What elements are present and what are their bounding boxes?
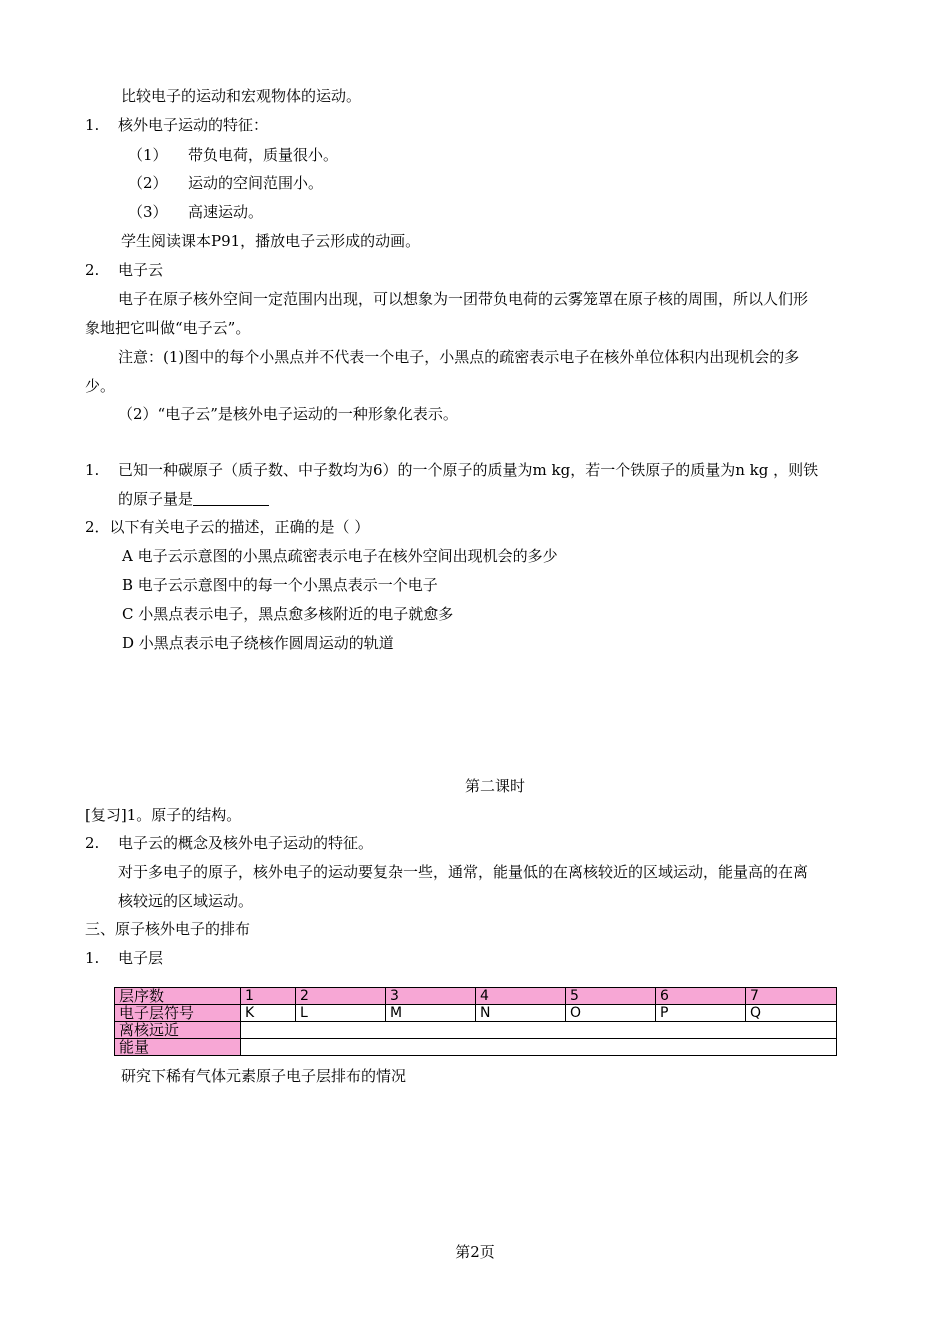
table-cell: 5 [566, 988, 656, 1005]
table-cell: O [566, 1005, 656, 1022]
list-number: 1. [85, 116, 100, 134]
option-b: B 电子云示意图中的每一个小黑点表示一个电子 [122, 576, 438, 594]
row-header: 电子层符号 [115, 1005, 241, 1022]
list-text: 核外电子运动的特征： [118, 116, 269, 134]
table-cell [241, 1022, 837, 1039]
sub-text: 高速运动。 [188, 203, 264, 221]
section-heading: 三、原子核外电子的排布 [85, 920, 251, 938]
exercise-2: 2．以下有关电子云的描述，正确的是（ ） [85, 518, 370, 536]
note-line: 注意：(1)图中的每个小黑点并不代表一个电子，小黑点的疏密表示电子在核外单位体积内出现机会的多 [118, 348, 800, 366]
note-line: （2）“电子云”是核外电子运动的一种形象化表示。 [118, 405, 458, 423]
note-line: 少。 [85, 377, 116, 395]
table-row [115, 988, 837, 1005]
sub-text: 带负电荷，质量很小。 [188, 146, 339, 164]
sub-number: （1） [128, 146, 168, 164]
list-item-features [85, 115, 268, 135]
sub-number: （3） [128, 203, 168, 221]
paragraph-line: 核较远的区域运动。 [118, 892, 254, 910]
row-header: 层序数 [115, 988, 241, 1005]
sub-item-1 [128, 145, 338, 165]
exercise-text: 已知一种碳原子（质子数、中子数均为6）的一个原子的质量为m kg，若一个铁原子的质量为n kg ，则铁 [118, 461, 819, 479]
row-header: 能量 [115, 1039, 241, 1056]
table-row [115, 1005, 837, 1022]
row-header: 离核远近 [115, 1022, 241, 1039]
table-cell: 4 [476, 988, 566, 1005]
list-number: 2. [85, 261, 100, 279]
table-cell: L [296, 1005, 386, 1022]
exercise-number: 1. [85, 461, 100, 479]
sub-item-2 [128, 173, 323, 193]
page-number: 第2页 [455, 1243, 495, 1261]
list-text: 电子云 [118, 261, 164, 279]
table-cell: P [656, 1005, 746, 1022]
list-item-electron-cloud [85, 260, 163, 280]
exercise-1 [85, 460, 818, 480]
list-text: 电子层 [118, 949, 164, 967]
list-item-electron-layer [85, 948, 163, 968]
table-row [115, 1039, 837, 1056]
paragraph-line: 象地把它叫做“电子云”。 [85, 319, 251, 337]
list-text: 电子云的概念及核外电子运动的特征。 [118, 834, 374, 852]
answer-blank[interactable] [193, 490, 269, 506]
table-cell: 7 [746, 988, 837, 1005]
table-cell: 3 [386, 988, 476, 1005]
paragraph-line: 对于多电子的原子，核外电子的运动要复杂一些，通常，能量低的在离核较近的区域运动，能量高的在离 [118, 863, 809, 881]
option-a: A 电子云示意图的小黑点疏密表示电子在核外空间出现机会的多少 [122, 547, 558, 565]
after-table-text: 研究下稀有气体元素原子电子层排布的情况 [121, 1067, 407, 1085]
intro-text: 比较电子的运动和宏观物体的运动。 [121, 87, 362, 105]
list-number: 1. [85, 949, 100, 967]
table-cell: N [476, 1005, 566, 1022]
table-cell: Q [746, 1005, 837, 1022]
sub-number: （2） [128, 174, 168, 192]
table-cell: K [241, 1005, 296, 1022]
paragraph-line: 电子在原子核外空间一定范围内出现，可以想象为一团带负电荷的云雾笼罩在原子核的周围，所以人们形 [118, 290, 809, 308]
table-cell: 6 [656, 988, 746, 1005]
table-cell: 1 [241, 988, 296, 1005]
option-c: C 小黑点表示电子，黑点愈多核附近的电子就愈多 [122, 605, 454, 623]
table-row [115, 1022, 837, 1039]
table-cell [241, 1039, 837, 1056]
sub-item-3 [128, 202, 263, 222]
lesson-title: 第二课时 [464, 777, 525, 795]
reading-note: 学生阅读课本P91，播放电子云形成的动画。 [121, 232, 421, 250]
review-line: [复习]1。原子的结构。 [85, 806, 242, 824]
list-number: 2. [85, 834, 100, 852]
table-cell: 2 [296, 988, 386, 1005]
exercise-1-line2 [118, 489, 269, 509]
table-cell: M [386, 1005, 476, 1022]
option-d: D 小黑点表示电子绕核作圆周运动的轨道 [122, 634, 394, 652]
sub-text: 运动的空间范围小。 [188, 174, 324, 192]
exercise-text: 的原子量是 [118, 490, 194, 508]
electron-layer-table [114, 987, 837, 1056]
review-item-2 [85, 833, 373, 853]
